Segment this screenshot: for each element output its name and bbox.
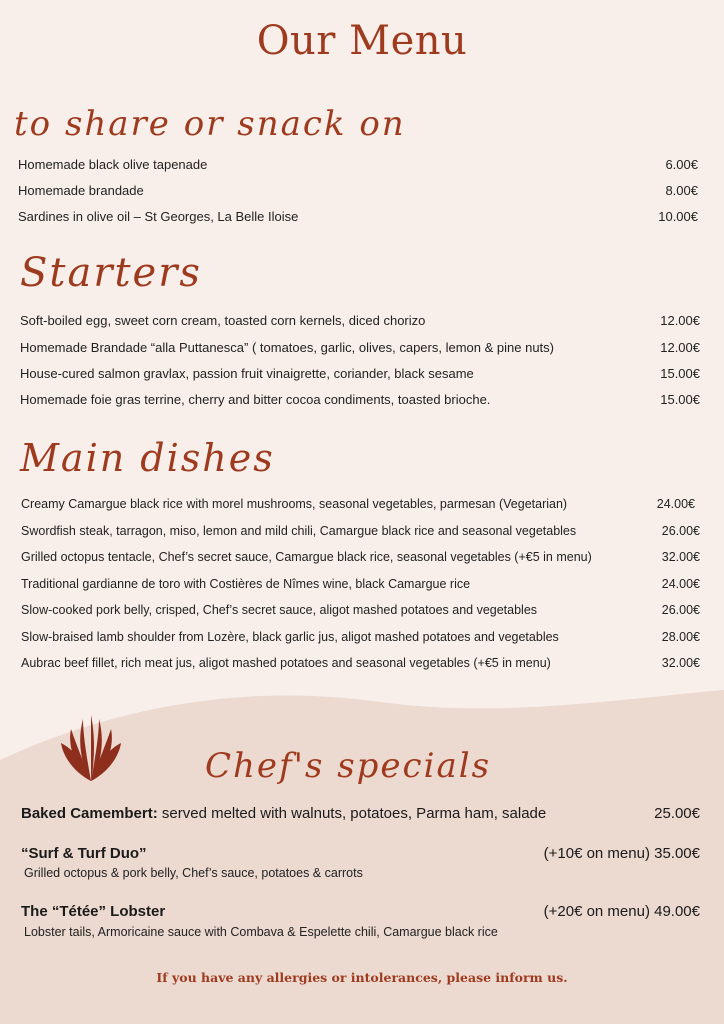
menu-item: [18, 180, 698, 200]
item-name: Sardines in olive oil – St Georges, La Belle Iloise: [18, 208, 299, 224]
item-name: Homemade brandade: [18, 182, 144, 198]
section-heading-share: to share or snack on: [14, 104, 406, 144]
item-name: Slow-cooked pork belly, crisped, Chef’s secret sauce, aligot mashed potatoes and vegetables: [21, 603, 538, 617]
item-price: 24.00€: [656, 497, 695, 511]
menu-item: [18, 206, 698, 226]
special-desc: Grilled octopus & pork belly, Chef’s sauce, potatoes & carrots: [24, 866, 363, 880]
item-name: Swordfish steak, tarragon, miso, lemon and mild chili, Camargue black rice and seasonal vegetables: [21, 524, 577, 538]
special-name: Baked Camembert:: [21, 805, 158, 822]
item-name: Grilled octopus tentacle, Chef’s secret sauce, Camargue black rice, seasonal vegetables (+€5 in menu): [21, 550, 592, 564]
item-name: Homemade Brandade “alla Puttanesca” ( tomatoes, garlic, olives, capers, lemon & pine nuts): [20, 339, 554, 355]
special-desc: Lobster tails, Armoricaine sauce with Combava & Espelette chili, Camargue black rice: [24, 925, 498, 939]
allergy-note: If you have any allergies or intolerances, please inform us.: [156, 970, 568, 985]
special-desc-inline: served melted with walnuts, potatoes, Parma ham, salade: [157, 805, 547, 822]
special-price: 25.00€: [654, 805, 700, 822]
special-name: “Surf & Turf Duo”: [21, 845, 147, 862]
item-price: 6.00€: [665, 156, 698, 172]
item-price: 26.00€: [661, 603, 700, 617]
item-price: 24.00€: [661, 577, 700, 591]
item-price: 12.00€: [660, 312, 700, 328]
menu-item: [18, 154, 698, 174]
item-price: 26.00€: [661, 524, 700, 538]
item-price: 15.00€: [660, 365, 700, 381]
item-name: Homemade black olive tapenade: [18, 156, 208, 172]
menu-item: [21, 627, 700, 647]
item-name: Traditional gardianne de toro with Costières de Nîmes wine, black Camargue rice: [21, 577, 471, 591]
menu-item: [20, 389, 700, 409]
special-surf-turf: [21, 845, 700, 862]
item-name: Soft-boiled egg, sweet corn cream, toasted corn kernels, diced chorizo: [20, 312, 426, 328]
menu-item: [21, 494, 695, 514]
item-price: 15.00€: [660, 391, 700, 407]
section-heading-specials: Chef's specials: [205, 746, 492, 786]
menu-item: [21, 600, 700, 620]
menu-item: [20, 363, 700, 383]
section-heading-mains: Main dishes: [20, 436, 275, 480]
special-camembert-text: [21, 805, 546, 822]
item-price: 32.00€: [661, 550, 700, 564]
menu-item: [20, 337, 700, 357]
item-name: Creamy Camargue black rice with morel mushrooms, seasonal vegetables, parmesan (Vegetarian): [21, 497, 568, 511]
item-name: Homemade foie gras terrine, cherry and bitter cocoa condiments, toasted brioche.: [20, 391, 491, 407]
item-name: Slow-braised lamb shoulder from Lozère, black garlic jus, aligot mashed potatoes and vegetables: [21, 630, 559, 644]
special-price: (+10€ on menu) 35.00€: [543, 845, 700, 862]
item-name: Aubrac beef fillet, rich meat jus, aligot mashed potatoes and seasonal vegetables (+€5 in menu): [21, 656, 551, 670]
page-title: Our Menu: [256, 18, 468, 64]
menu-item: [20, 310, 700, 330]
special-price: (+20€ on menu) 49.00€: [543, 903, 700, 920]
section-heading-starters: Starters: [20, 250, 202, 296]
menu-item: [21, 521, 700, 541]
menu-item: [21, 574, 700, 594]
special-lobster: [21, 903, 700, 920]
item-price: 12.00€: [660, 339, 700, 355]
item-name: House-cured salmon gravlax, passion fruit vinaigrette, coriander, black sesame: [20, 365, 474, 381]
special-name: The “Tétée” Lobster: [21, 903, 166, 920]
menu-item: [21, 653, 700, 673]
item-price: 8.00€: [665, 182, 698, 198]
item-price: 28.00€: [661, 630, 700, 644]
item-price: 10.00€: [658, 208, 698, 224]
menu-item: [21, 547, 700, 567]
shell-icon: [55, 713, 127, 785]
special-camembert: [21, 805, 700, 822]
item-price: 32.00€: [661, 656, 700, 670]
